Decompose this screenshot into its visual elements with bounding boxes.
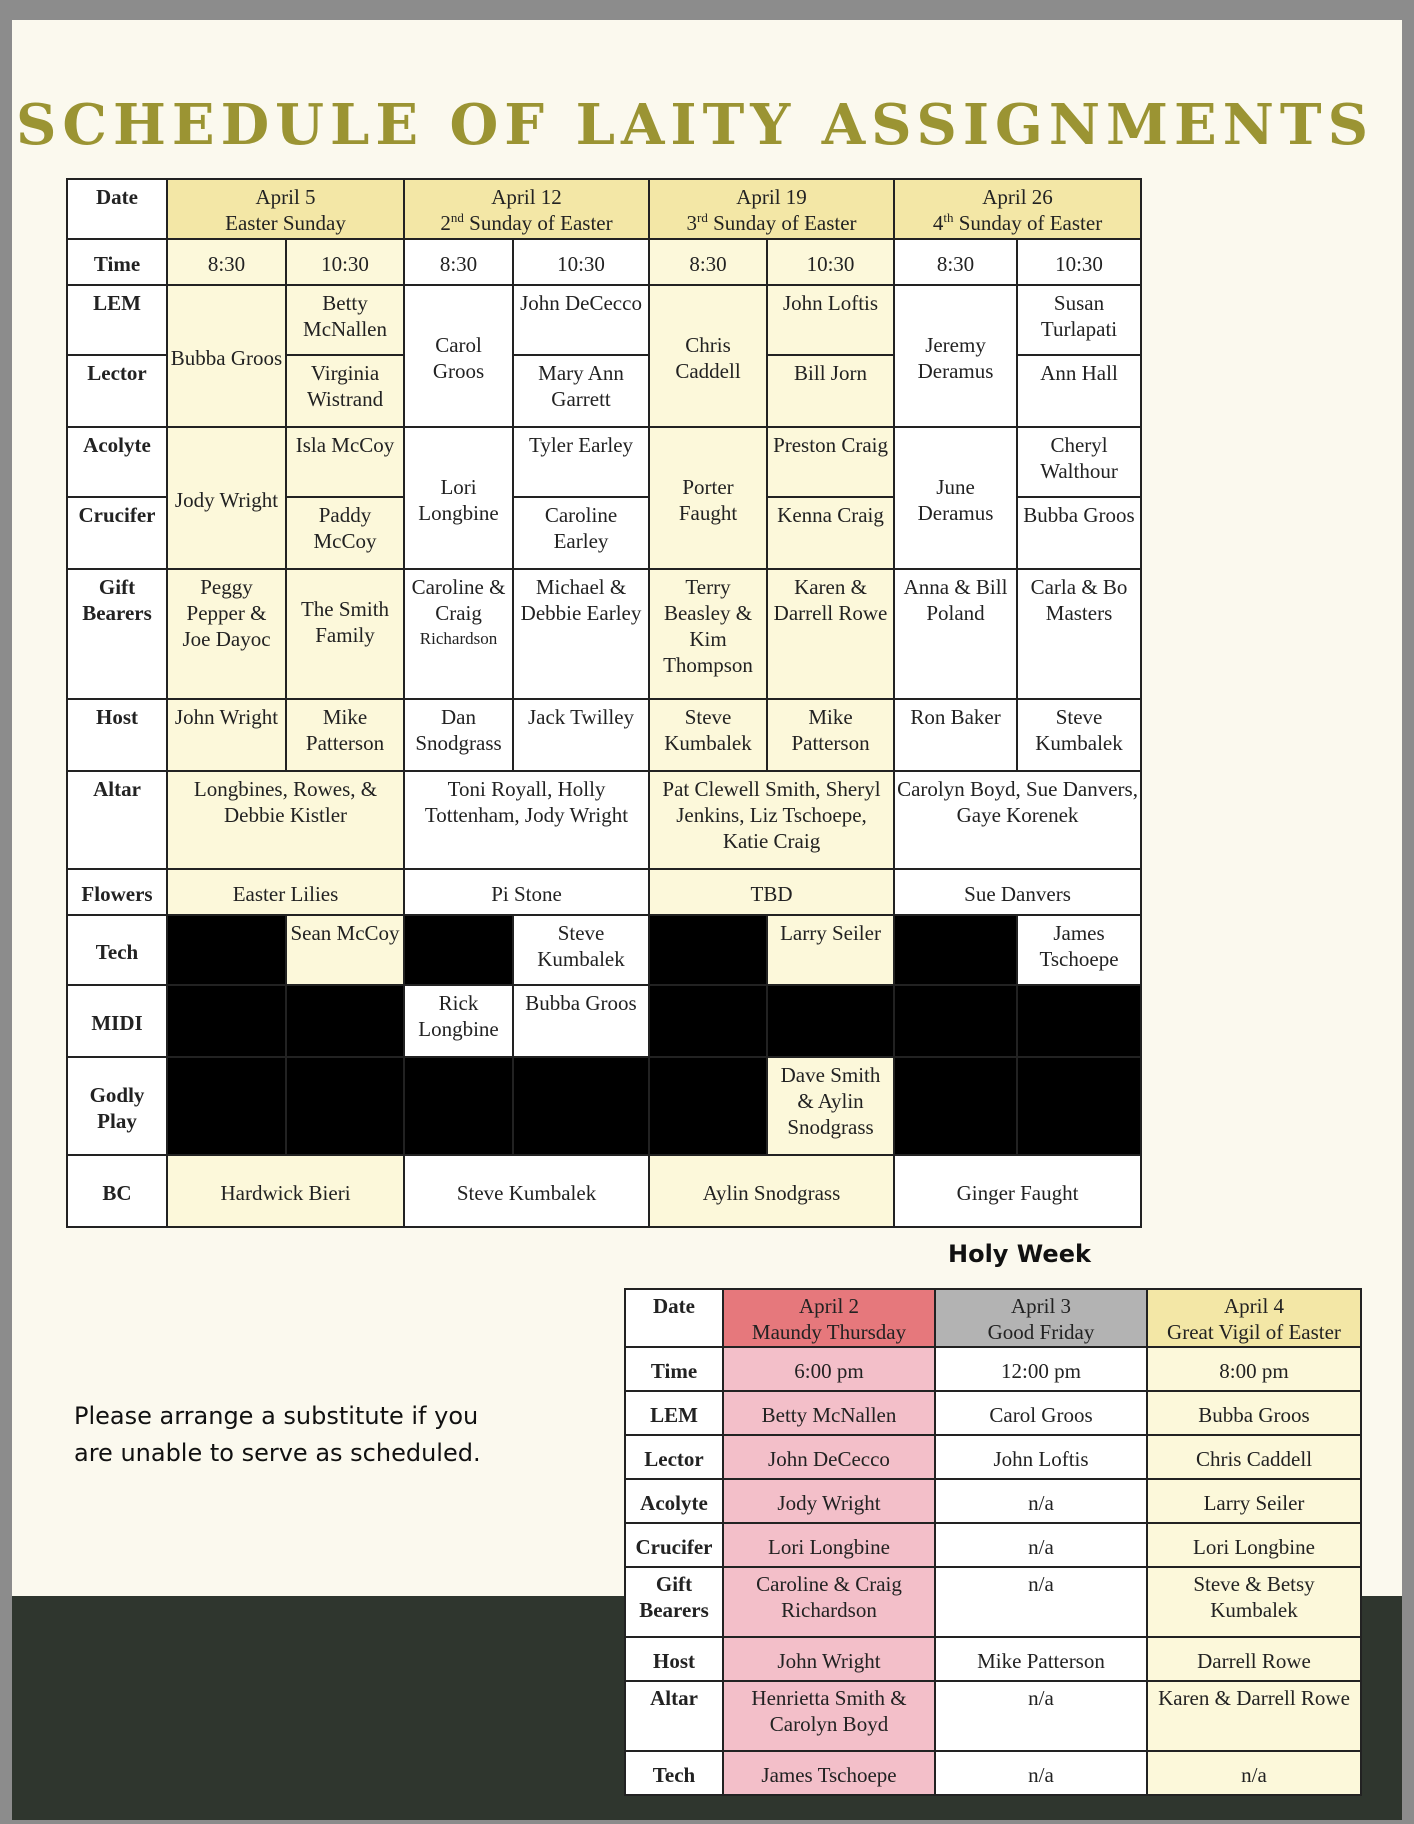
assignment-cell: Toni Royall, Holly Tottenham, Jody Wright — [404, 771, 649, 869]
hw-cell: n/a — [935, 1523, 1147, 1567]
date-header: Date — [67, 179, 167, 239]
hw-cell: n/a — [935, 1479, 1147, 1523]
assignment-cell: Pat Clewell Smith, Sheryl Jenkins, Liz Tschoepe, Katie Craig — [649, 771, 894, 869]
blank-cell — [894, 915, 1017, 985]
blank-cell — [894, 1057, 1017, 1155]
assignment-cell: Carla & Bo Masters — [1017, 569, 1141, 699]
assignment-cell: Bill Jorn — [767, 355, 894, 427]
assignment-cell: Steve Kumbalek — [649, 699, 767, 771]
hw-cell: Lori Longbine — [723, 1523, 935, 1567]
row-label-godly-play: Godly Play — [67, 1057, 167, 1155]
row-label-time: Time — [67, 239, 167, 285]
hw-cell: Darrell Rowe — [1147, 1637, 1361, 1681]
hw-row-label: Altar — [625, 1681, 723, 1751]
assignment-cell: Steve Kumbalek — [404, 1155, 649, 1227]
assignment-cell: Tyler Earley — [513, 427, 649, 497]
assignment-cell: Preston Craig — [767, 427, 894, 497]
row-label-lector: Lector — [67, 355, 167, 427]
time-cell: 8:30 — [649, 239, 767, 285]
blank-cell — [649, 915, 767, 985]
page-title: SCHEDULE OF LAITY ASSIGNMENTS — [15, 92, 1375, 158]
hw-cell: Mike Patterson — [935, 1637, 1147, 1681]
holy-week-title: Holy Week — [948, 1240, 1091, 1268]
time-cell: 10:30 — [767, 239, 894, 285]
time-cell: 8:30 — [894, 239, 1017, 285]
assignment-cell: TBD — [649, 869, 894, 915]
assignment-cell: Jeremy Deramus — [894, 285, 1017, 427]
assignment-cell: Peggy Pepper & Joe Dayoc — [167, 569, 286, 699]
assignment-cell: Jack Twilley — [513, 699, 649, 771]
hw-cell: John Wright — [723, 1637, 935, 1681]
assignment-cell: John Loftis — [767, 285, 894, 355]
blank-cell — [286, 985, 404, 1057]
hw-cell: John DeCecco — [723, 1435, 935, 1479]
hw-cell: Betty McNallen — [723, 1391, 935, 1435]
row-label-bc: BC — [67, 1155, 167, 1227]
hw-cell: Carol Groos — [935, 1391, 1147, 1435]
assignment-cell: Michael & Debbie Earley — [513, 569, 649, 699]
row-label-lem: LEM — [67, 285, 167, 355]
assignment-cell: Susan Turlapati — [1017, 285, 1141, 355]
hw-cell: James Tschoepe — [723, 1751, 935, 1795]
blank-cell — [649, 1057, 767, 1155]
hw-row-label: Acolyte — [625, 1479, 723, 1523]
assignment-cell: Longbines, Rowes, & Debbie Kistler — [167, 771, 404, 869]
hw-cell: Lori Longbine — [1147, 1523, 1361, 1567]
hw-cell: 6:00 pm — [723, 1347, 935, 1391]
blank-cell — [649, 985, 767, 1057]
blank-cell — [404, 1057, 513, 1155]
assignment-cell: Dan Snodgrass — [404, 699, 513, 771]
assignment-cell: James Tschoepe — [1017, 915, 1141, 985]
assignment-cell: Anna & Bill Poland — [894, 569, 1017, 699]
blank-cell — [286, 1057, 404, 1155]
row-label-crucifer: Crucifer — [67, 497, 167, 569]
hw-row-label: Host — [625, 1637, 723, 1681]
hw-cell: n/a — [935, 1681, 1147, 1751]
date-april-12: April 12 2nd Sunday of Easter — [404, 179, 649, 239]
assignment-cell: Caroline Earley — [513, 497, 649, 569]
blank-cell — [894, 985, 1017, 1057]
blank-cell — [167, 915, 286, 985]
hw-cell: John Loftis — [935, 1435, 1147, 1479]
hw-cell: n/a — [935, 1567, 1147, 1637]
assignment-cell: Cheryl Walthour — [1017, 427, 1141, 497]
assignment-cell: Kenna Craig — [767, 497, 894, 569]
assignment-cell: Paddy McCoy — [286, 497, 404, 569]
assignment-cell: Steve Kumbalek — [513, 915, 649, 985]
assignment-cell: Porter Faught — [649, 427, 767, 569]
holy-week-table — [624, 1288, 1362, 1796]
assignment-cell: Bubba Groos — [167, 285, 286, 427]
hw-cell: Larry Seiler — [1147, 1479, 1361, 1523]
hw-row-label: Gift Bearers — [625, 1567, 723, 1637]
hw-date-header: Date — [625, 1289, 723, 1347]
time-cell: 8:30 — [167, 239, 286, 285]
assignment-cell: Sue Danvers — [894, 869, 1141, 915]
hw-cell: 8:00 pm — [1147, 1347, 1361, 1391]
assignment-cell: Mary Ann Garrett — [513, 355, 649, 427]
assignment-cell: Sean McCoy — [286, 915, 404, 985]
assignment-cell: Steve Kumbalek — [1017, 699, 1141, 771]
time-cell: 8:30 — [404, 239, 513, 285]
row-label-host: Host — [67, 699, 167, 771]
hw-date-april-4: April 4 Great Vigil of Easter — [1147, 1289, 1361, 1347]
assignment-cell: Isla McCoy — [286, 427, 404, 497]
assignment-cell: Carolyn Boyd, Sue Danvers, Gaye Korenek — [894, 771, 1141, 869]
laity-schedule-table — [66, 178, 1142, 1228]
hw-cell: Bubba Groos — [1147, 1391, 1361, 1435]
hw-row-label: Tech — [625, 1751, 723, 1795]
hw-cell: n/a — [1147, 1751, 1361, 1795]
assignment-cell: Carol Groos — [404, 285, 513, 427]
hw-cell: Jody Wright — [723, 1479, 935, 1523]
assignment-cell: Pi Stone — [404, 869, 649, 915]
blank-cell — [767, 985, 894, 1057]
assignment-cell: Terry Beasley & Kim Thompson — [649, 569, 767, 699]
assignment-cell: Dave Smith & Aylin Snodgrass — [767, 1057, 894, 1155]
assignment-cell: June Deramus — [894, 427, 1017, 569]
substitute-note: Please arrange a substitute if you are unable to serve as scheduled. — [74, 1402, 481, 1467]
date-april-19: April 19 3rd Sunday of Easter — [649, 179, 894, 239]
assignment-cell: Larry Seiler — [767, 915, 894, 985]
assignment-cell: Ann Hall — [1017, 355, 1141, 427]
blank-cell — [167, 985, 286, 1057]
row-label-tech: Tech — [67, 915, 167, 985]
blank-cell — [513, 1057, 649, 1155]
date-april-5: April 5 Easter Sunday — [167, 179, 404, 239]
blank-cell — [1017, 985, 1141, 1057]
hw-cell: n/a — [935, 1751, 1147, 1795]
blank-cell — [1017, 1057, 1141, 1155]
row-label-flowers: Flowers — [67, 869, 167, 915]
hw-cell: 12:00 pm — [935, 1347, 1147, 1391]
blank-cell — [404, 915, 513, 985]
date-april-26: April 26 4th Sunday of Easter — [894, 179, 1141, 239]
assignment-cell: Mike Patterson — [286, 699, 404, 771]
assignment-cell: Chris Caddell — [649, 285, 767, 427]
row-label-gift-bearers: Gift Bearers — [67, 569, 167, 699]
hw-cell: Henrietta Smith & Carolyn Boyd — [723, 1681, 935, 1751]
hw-row-label: Time — [625, 1347, 723, 1391]
hw-cell: Chris Caddell — [1147, 1435, 1361, 1479]
hw-row-label: LEM — [625, 1391, 723, 1435]
assignment-cell: Betty McNallen — [286, 285, 404, 355]
blank-cell — [167, 1057, 286, 1155]
assignment-cell: Karen & Darrell Rowe — [767, 569, 894, 699]
time-cell: 10:30 — [1017, 239, 1141, 285]
hw-row-label: Crucifer — [625, 1523, 723, 1567]
hw-date-april-3: April 3 Good Friday — [935, 1289, 1147, 1347]
hw-cell: Karen & Darrell Rowe — [1147, 1681, 1361, 1751]
assignment-cell: Caroline & Craig Richardson — [404, 569, 513, 699]
assignment-cell: Hardwick Bieri — [167, 1155, 404, 1227]
hw-cell: Caroline & Craig Richardson — [723, 1567, 935, 1637]
hw-row-label: Lector — [625, 1435, 723, 1479]
assignment-cell: Virginia Wistrand — [286, 355, 404, 427]
assignment-cell: Jody Wright — [167, 427, 286, 569]
assignment-cell: Bubba Groos — [1017, 497, 1141, 569]
assignment-cell: Mike Patterson — [767, 699, 894, 771]
assignment-cell: The Smith Family — [286, 569, 404, 699]
assignment-cell: Ginger Faught — [894, 1155, 1141, 1227]
assignment-cell: Ron Baker — [894, 699, 1017, 771]
assignment-cell: Bubba Groos — [513, 985, 649, 1057]
row-label-altar: Altar — [67, 771, 167, 869]
hw-date-april-2: April 2 Maundy Thursday — [723, 1289, 935, 1347]
row-label-midi: MIDI — [67, 985, 167, 1057]
assignment-cell: Lori Longbine — [404, 427, 513, 569]
hw-cell: Steve & Betsy Kumbalek — [1147, 1567, 1361, 1637]
time-cell: 10:30 — [513, 239, 649, 285]
assignment-cell: Aylin Snodgrass — [649, 1155, 894, 1227]
row-label-acolyte: Acolyte — [67, 427, 167, 497]
assignment-cell: John DeCecco — [513, 285, 649, 355]
assignment-cell: Rick Longbine — [404, 985, 513, 1057]
time-cell: 10:30 — [286, 239, 404, 285]
assignment-cell: Easter Lilies — [167, 869, 404, 915]
assignment-cell: John Wright — [167, 699, 286, 771]
